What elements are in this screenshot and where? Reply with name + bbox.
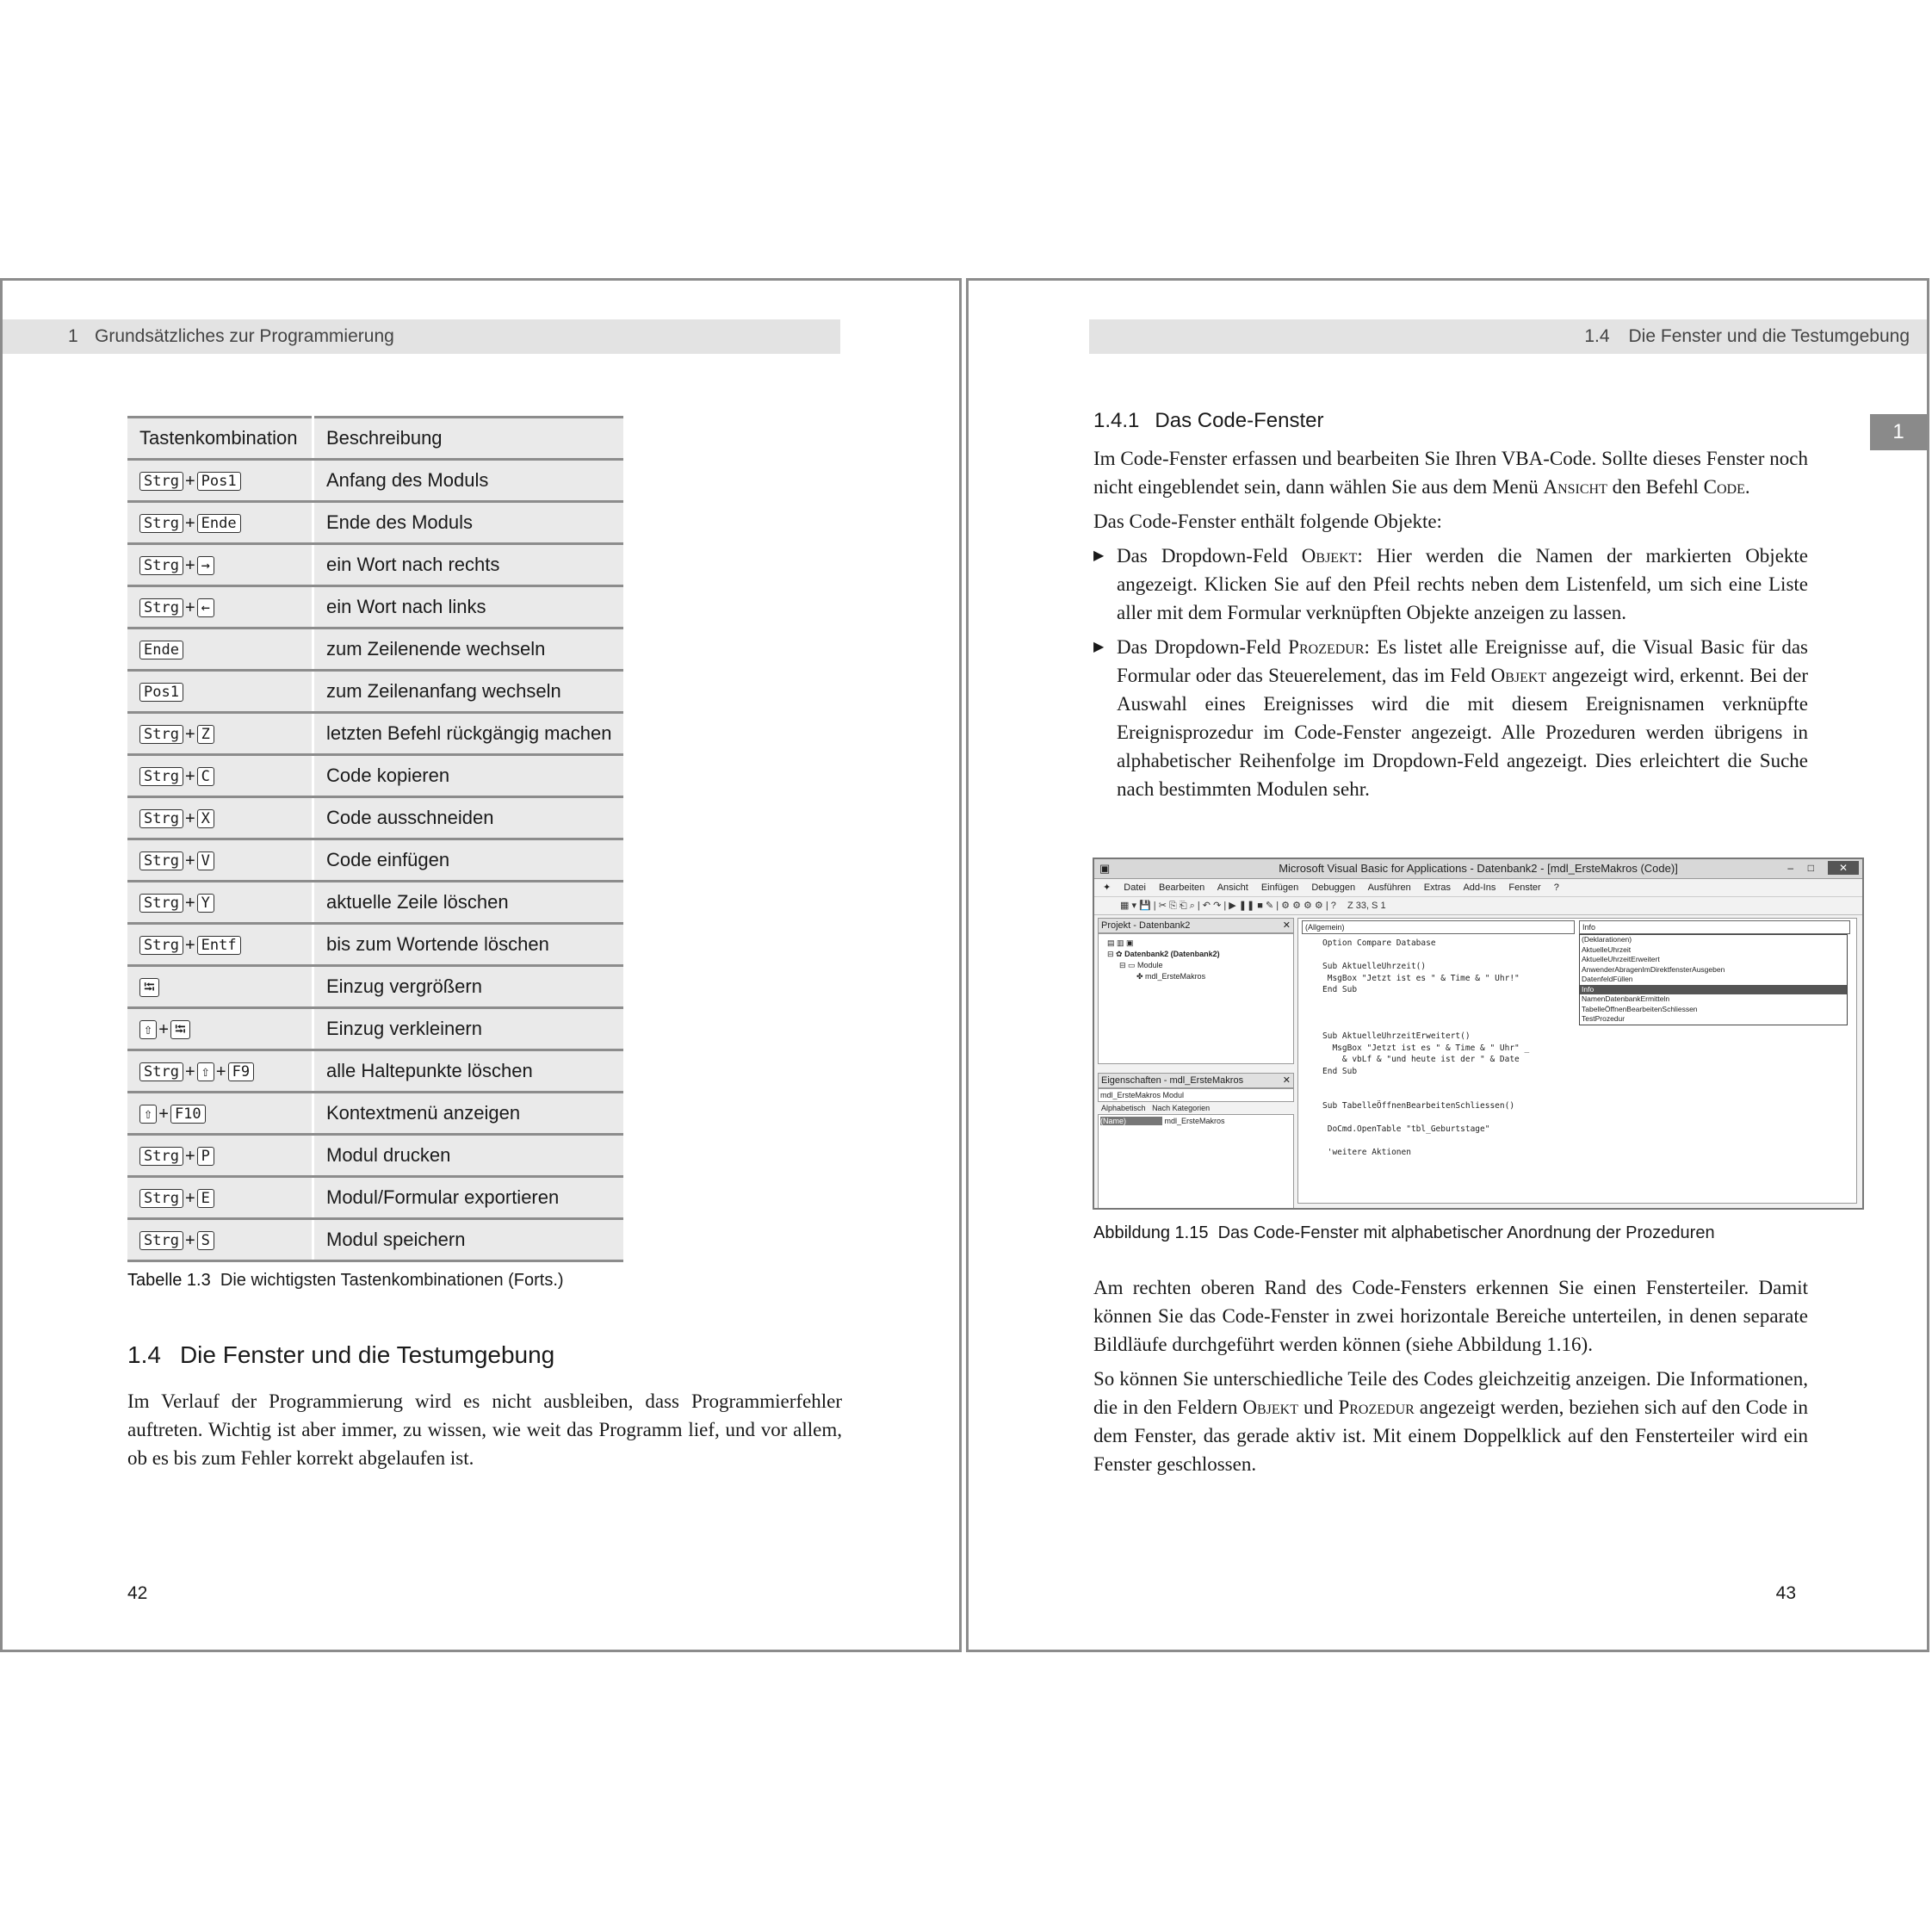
- description-cell: Code ausschneiden: [313, 797, 624, 839]
- key-cap: Strg: [139, 1231, 183, 1250]
- field-name: Prozedur: [1338, 1396, 1415, 1418]
- key-cap: Ende: [139, 641, 183, 659]
- section-title: Die Fenster und die Testumgebung: [179, 1341, 555, 1368]
- key-cap: V: [197, 851, 214, 870]
- bullet-text: : Hier werden die Namen der markierten Objekte angezeigt. Klicken Sie auf den Pfeil rechts neben dem Listenfeld, um sich eine Liste aller mit dem Formular verknüpften Objekte anzeigen zu lassen.: [1117, 545, 1808, 623]
- chapter-number: 1: [68, 326, 78, 346]
- key-cap: Strg: [139, 894, 183, 913]
- table-row: [127, 1008, 623, 1050]
- property-name[interactable]: (Name): [1100, 1117, 1162, 1125]
- plus-sign: +: [184, 724, 195, 744]
- close-icon[interactable]: ✕: [1282, 1075, 1291, 1086]
- toolbar-icons[interactable]: ▦ ▾ 💾 | ✂ ⎘ ⎗ ⌕ | ↶ ↷ | ▶ ❚❚ ■ ✎ | ⚙ ⚙ ⚙ ⚙ | ?: [1120, 901, 1336, 911]
- dropdown-item[interactable]: TestProzedur: [1582, 1014, 1625, 1023]
- shortcut-cell: [127, 502, 313, 544]
- table-row: [127, 797, 623, 839]
- key-cap: Pos1: [139, 683, 183, 702]
- tree-node-database[interactable]: ⊟ ✿ Datenbank2 (Datenbank2): [1107, 950, 1220, 958]
- header-shortcut: Tastenkombination: [127, 418, 313, 460]
- shortcut-cell: [127, 1050, 313, 1093]
- intro-text: [1093, 444, 1808, 809]
- table-row: [127, 1093, 623, 1135]
- plus-sign: +: [158, 1104, 169, 1124]
- tree-label: Datenbank2 (Datenbank2): [1124, 950, 1220, 958]
- plus-sign: +: [184, 766, 195, 786]
- dropdown-item[interactable]: AktuelleUhrzeitErweitert: [1582, 955, 1660, 963]
- figure-caption-text: Das Code-Fenster mit alphabetischer Anordnung der Prozeduren: [1217, 1223, 1715, 1242]
- key-cap: ⭾: [139, 978, 159, 997]
- plus-sign: +: [184, 555, 195, 575]
- key-cap: Ende: [197, 514, 241, 533]
- key-cap: C: [197, 767, 214, 786]
- p1-part: .: [1744, 476, 1750, 498]
- shortcut-cell: [127, 755, 313, 797]
- menu-bearbeiten[interactable]: Bearbeiten: [1159, 882, 1205, 893]
- menu-fenster[interactable]: Fenster: [1508, 882, 1541, 893]
- table-caption: [127, 1271, 564, 1291]
- menu-datei[interactable]: Datei: [1124, 882, 1146, 893]
- project-explorer-title: [1098, 918, 1294, 933]
- p4-part: angezeigt werden, beziehen sich auf den Code in dem Fenster, das gerade aktiv ist. Mit einem Doppelklick auf den Fensterteiler wird ein Fenster geschlossen.: [1093, 1396, 1808, 1475]
- code-text[interactable]: Option Compare Database Sub AktuelleUhrzeit() MsgBox "Jetzt ist es " & Time & " Uhr!" End Sub Sub AktuelleUhrzeitErweitert() MsgBox "Jetzt ist es " & Time & " Uhr" _ & vbLf & "und heute ist der " & Date End Sub Sub TabelleÖffnenBearbeitenSchliessen() DoCmd.OpenTable "tbl_Geburtstage" 'weitere Aktionen: [1322, 938, 1530, 1157]
- key-cap: ←: [197, 598, 214, 617]
- subsection-number: 1.4.1: [1093, 409, 1140, 432]
- description-cell: ein Wort nach rechts: [313, 544, 624, 586]
- procedure-combo[interactable]: Info: [1579, 920, 1850, 934]
- shortcut-cell: [127, 966, 313, 1008]
- paragraph-1: [1093, 444, 1808, 501]
- plus-sign: +: [184, 1062, 195, 1081]
- key-cap: ⇧: [139, 1020, 157, 1039]
- description-cell: Modul speichern: [313, 1219, 624, 1261]
- key-cap: Entf: [197, 936, 241, 955]
- p4-part: So können Sie unterschiedliche Teile des Codes gleichzeitig anzeigen. Die Informationen, die in den Feldern: [1093, 1368, 1808, 1418]
- description-cell: Modul/Formular exportieren: [313, 1177, 624, 1219]
- section-ref-number: 1.4: [1584, 326, 1610, 346]
- shortcut-cell: [127, 797, 313, 839]
- plus-sign: +: [184, 1230, 195, 1250]
- key-cap: ⭾: [170, 1020, 190, 1039]
- key-cap: Strg: [139, 725, 183, 744]
- bullet-text: Das Dropdown-Feld: [1117, 636, 1289, 658]
- bullet-icon: ▶: [1093, 640, 1105, 654]
- key-cap: Strg: [139, 1147, 183, 1166]
- dropdown-item[interactable]: AktuelleUhrzeit: [1582, 944, 1632, 954]
- description-cell: Einzug vergrößern: [313, 966, 624, 1008]
- description-cell: zum Zeilenende wechseln: [313, 629, 624, 671]
- table-row: [127, 1219, 623, 1261]
- bullet-prozedur: [1093, 633, 1808, 803]
- key-cap: Strg: [139, 514, 183, 533]
- paragraph-2: Das Code-Fenster enthält folgende Objekte:: [1093, 511, 1442, 532]
- project-tree: [1098, 933, 1294, 1064]
- key-cap: F9: [228, 1062, 254, 1081]
- description-cell: Einzug verkleinern: [313, 1008, 624, 1050]
- tree-toolbar-icons[interactable]: ▤ ▥ ▣: [1107, 938, 1134, 947]
- plus-sign: +: [184, 471, 195, 491]
- description-cell: Modul drucken: [313, 1135, 624, 1177]
- shortcut-cell: [127, 1008, 313, 1050]
- page-number-left: 42: [127, 1583, 148, 1603]
- running-head-left: [3, 319, 840, 354]
- key-cap: Strg: [139, 598, 183, 617]
- subsection-heading: [1093, 409, 1323, 433]
- dropdown-item[interactable]: NamenDatenbankErmitteln: [1582, 994, 1670, 1003]
- table-row: [127, 586, 623, 629]
- key-cap: Strg: [139, 767, 183, 786]
- bullet-text: : Es listet alle Ereignisse auf, die Visual Basic für das Formular oder das Steuerelement, das im Feld: [1117, 636, 1808, 686]
- menu-name: Ansicht: [1543, 476, 1607, 498]
- p1-part: Im Code-Fenster erfassen und bearbeiten Sie Ihren VBA-Code. Sollte dieses Fenster noch nicht eingeblendet sein, dann wählen Sie aus dem Menü: [1093, 448, 1808, 498]
- menu-debuggen[interactable]: Debuggen: [1311, 882, 1356, 893]
- vba-toolbar: [1094, 897, 1862, 915]
- section-number: 1.4: [127, 1341, 161, 1368]
- close-icon[interactable]: ✕: [1828, 861, 1859, 875]
- key-cap: Y: [197, 894, 214, 913]
- running-head-right: [1089, 319, 1929, 354]
- plus-sign: +: [184, 1146, 195, 1166]
- field-name: Objekt: [1242, 1396, 1298, 1418]
- description-cell: letzten Befehl rückgängig machen: [313, 713, 624, 755]
- key-cap: ⇧: [139, 1105, 157, 1124]
- plus-sign: +: [184, 808, 195, 828]
- tab-nach-kategorien[interactable]: Nach Kategorien: [1152, 1104, 1211, 1112]
- shortcut-table: [127, 416, 623, 1262]
- shortcut-cell: [127, 1177, 313, 1219]
- tab-alphabetisch[interactable]: Alphabetisch: [1101, 1104, 1146, 1112]
- plus-sign: +: [184, 598, 195, 617]
- plus-sign: +: [215, 1062, 226, 1081]
- plus-sign: +: [184, 1188, 195, 1208]
- dropdown-item[interactable]: Info: [1580, 985, 1847, 995]
- tree-node-module[interactable]: ✤ mdl_ErsteMakros: [1136, 972, 1206, 981]
- tree-label: Module: [1137, 961, 1163, 969]
- key-cap: X: [197, 809, 214, 828]
- description-cell: Code kopieren: [313, 755, 624, 797]
- plus-sign: +: [158, 1019, 169, 1039]
- properties-grid: [1098, 1114, 1294, 1209]
- table-row: [127, 966, 623, 1008]
- minimize-icon[interactable]: –: [1787, 862, 1793, 874]
- description-cell: aktuelle Zeile löschen: [313, 882, 624, 924]
- key-cap: Z: [197, 725, 214, 744]
- table-row: [127, 839, 623, 882]
- description-cell: Code einfügen: [313, 839, 624, 882]
- menu-ausfuehren[interactable]: Ausführen: [1367, 882, 1411, 893]
- properties-combo[interactable]: mdl_ErsteMakros Modul: [1098, 1088, 1294, 1102]
- code-window: [1297, 918, 1857, 1204]
- bullet-text: angezeigt wird, erkennt. Bei der Auswahl eines Ereignisses wird die mit diesem Ereignisnamen verknüpfte Ereignisprozedur im Code-Fenster angezeigt. Alle Prozeduren werden übrigens in alphabetischer Reihenfolge im Dropdown-Feld angezeigt. Dies erleichtert die Suche nach bestimmten Modulen sehr.: [1117, 665, 1809, 800]
- bullet-text: Das Dropdown-Feld: [1117, 545, 1302, 567]
- shortcut-cell: [127, 839, 313, 882]
- table-header-row: [127, 418, 623, 460]
- tree-node-modules[interactable]: ⊟ ▭ Module: [1119, 961, 1163, 969]
- properties-window: [1098, 1073, 1294, 1209]
- subsection-title: Das Code-Fenster: [1155, 409, 1324, 432]
- key-cap: F10: [170, 1105, 206, 1124]
- shortcut-cell: [127, 1219, 313, 1261]
- command-name: Code: [1703, 476, 1745, 498]
- menu-help[interactable]: ?: [1553, 882, 1559, 893]
- procedure-dropdown-list[interactable]: [1579, 934, 1848, 1025]
- page-number-right: 43: [1775, 1583, 1796, 1603]
- shortcut-cell: [127, 713, 313, 755]
- key-cap: Pos1: [197, 472, 241, 491]
- shortcut-cell: [127, 629, 313, 671]
- section-ref-title: Die Fenster und die Testumgebung: [1628, 326, 1910, 346]
- key-cap: Strg: [139, 556, 183, 575]
- field-name: Prozedur: [1288, 636, 1365, 658]
- shortcut-cell: [127, 460, 313, 502]
- menu-einfuegen[interactable]: Einfügen: [1260, 882, 1299, 893]
- key-cap: →: [197, 556, 214, 575]
- vba-app-icon: ✦: [1103, 882, 1112, 893]
- object-combo[interactable]: (Allgemein): [1302, 920, 1575, 934]
- table-row: [127, 755, 623, 797]
- field-name: Objekt: [1490, 665, 1547, 686]
- vba-titlebar: [1094, 859, 1862, 879]
- menu-extras[interactable]: Extras: [1423, 882, 1451, 893]
- left-paragraph: Im Verlauf der Programmierung wird es nicht ausbleiben, dass Programmierfehler auftreten. Wichtig ist aber immer, zu wissen, wie weit das Programm lief, und vor allem, ob es bis zum Fehler korrekt abgelaufen ist.: [127, 1390, 842, 1469]
- table-row: [127, 882, 623, 924]
- vba-window-title: Microsoft Visual Basic for Applications - Datenbank2 - [mdl_ErsteMakros (Code)]: [1279, 862, 1678, 875]
- description-cell: zum Zeilenanfang wechseln: [313, 671, 624, 713]
- properties-title: [1098, 1073, 1294, 1088]
- key-cap: Strg: [139, 851, 183, 870]
- description-cell: alle Haltepunkte löschen: [313, 1050, 624, 1093]
- maximize-icon[interactable]: □: [1807, 862, 1814, 874]
- shortcut-cell: [127, 882, 313, 924]
- properties-tabs: [1098, 1102, 1294, 1114]
- chapter-title: Grundsätzliches zur Programmierung: [95, 326, 394, 346]
- property-value[interactable]: mdl_ErsteMakros: [1164, 1117, 1225, 1125]
- key-cap: Strg: [139, 1062, 183, 1081]
- description-cell: Anfang des Moduls: [313, 460, 624, 502]
- table-caption-label: Tabelle 1.3: [127, 1271, 211, 1290]
- header-description: Beschreibung: [313, 418, 624, 460]
- close-icon[interactable]: ✕: [1282, 920, 1291, 931]
- table-row: [127, 1050, 623, 1093]
- table-row: [127, 671, 623, 713]
- vba-editor-screenshot: [1093, 858, 1864, 1210]
- right-page: [966, 278, 1929, 1652]
- p1-part: den Befehl: [1607, 476, 1704, 498]
- section-heading: [127, 1341, 554, 1369]
- key-cap: S: [197, 1231, 214, 1250]
- table-row: [127, 502, 623, 544]
- bullet-icon: ▶: [1093, 548, 1105, 563]
- key-cap: E: [197, 1189, 214, 1208]
- shortcut-cell: [127, 586, 313, 629]
- paragraph-4: [1093, 1365, 1808, 1478]
- key-cap: ⇧: [197, 1062, 214, 1081]
- key-cap: P: [197, 1147, 214, 1166]
- table-row: [127, 629, 623, 671]
- vba-menubar: [1094, 879, 1862, 897]
- menu-addins[interactable]: Add-Ins: [1463, 882, 1496, 893]
- menu-ansicht[interactable]: Ansicht: [1217, 882, 1248, 893]
- plus-sign: +: [184, 513, 195, 533]
- table-row: [127, 713, 623, 755]
- paragraph-3: Am rechten oberen Rand des Code-Fensters erkennen Sie einen Fensterteiler. Damit können Sie das Code-Fenster in zwei horizontale Bereiche unterteilen, in denen separate Bildläufe durchgeführt werden können (siehe Abbildung 1.16).: [1093, 1277, 1808, 1355]
- shortcut-cell: [127, 1093, 313, 1135]
- key-cap: Strg: [139, 472, 183, 491]
- table-row: [127, 544, 623, 586]
- left-page: [0, 278, 962, 1652]
- project-title: Projekt - Datenbank2: [1101, 920, 1191, 931]
- dropdown-item[interactable]: TabelleÖffnenBearbeitenSchliessen: [1582, 1004, 1698, 1013]
- table-row: [127, 1177, 623, 1219]
- plus-sign: +: [184, 851, 195, 870]
- app-icon: ▣: [1099, 862, 1111, 875]
- properties-title-text: Eigenschaften - mdl_ErsteMakros: [1101, 1075, 1244, 1086]
- tree-label: mdl_ErsteMakros: [1145, 972, 1206, 981]
- figure-caption: [1093, 1223, 1715, 1243]
- field-name: Objekt: [1301, 545, 1358, 567]
- outro-text: [1093, 1273, 1808, 1484]
- table-row: [127, 924, 623, 966]
- bullet-objekt: [1093, 542, 1808, 627]
- description-cell: bis zum Wortende löschen: [313, 924, 624, 966]
- figure-caption-label: Abbildung 1.15: [1093, 1223, 1209, 1242]
- description-cell: ein Wort nach links: [313, 586, 624, 629]
- dropdown-item[interactable]: (Deklarationen): [1582, 935, 1632, 944]
- chapter-tab: 1: [1870, 414, 1927, 450]
- table-row: [127, 460, 623, 502]
- shortcut-cell: [127, 1135, 313, 1177]
- shortcut-cell: [127, 924, 313, 966]
- p4-part: und: [1298, 1396, 1339, 1418]
- shortcut-cell: [127, 544, 313, 586]
- description-cell: Kontextmenü anzeigen: [313, 1093, 624, 1135]
- vba-left-pane: [1098, 918, 1294, 1202]
- shortcut-cell: [127, 671, 313, 713]
- key-cap: Strg: [139, 936, 183, 955]
- plus-sign: +: [184, 935, 195, 955]
- cursor-position: Z 33, S 1: [1347, 901, 1386, 911]
- dropdown-item[interactable]: AnwenderAbragenImDirektfensterAusgeben: [1582, 964, 1725, 974]
- description-cell: Ende des Moduls: [313, 502, 624, 544]
- key-cap: Strg: [139, 1189, 183, 1208]
- table-caption-text: Die wichtigsten Tastenkombinationen (Forts.): [220, 1271, 564, 1290]
- dropdown-item[interactable]: DatenfeldFüllen: [1582, 975, 1633, 983]
- plus-sign: +: [184, 893, 195, 913]
- key-cap: Strg: [139, 809, 183, 828]
- table-row: [127, 1135, 623, 1177]
